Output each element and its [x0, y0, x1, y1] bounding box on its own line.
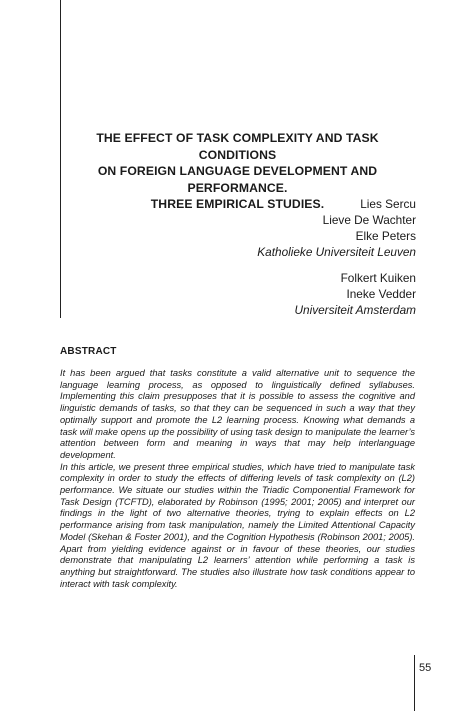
author-group-amsterdam — [295, 270, 417, 318]
author-affiliation: Katholieke Universiteit Leuven — [257, 245, 416, 259]
title-line-3: THREE EMPIRICAL STUDIES. — [150, 197, 325, 211]
author-name: Lieve De Wachter — [322, 213, 416, 227]
abstract-heading: ABSTRACT — [60, 346, 117, 357]
author-group-leuven — [257, 196, 416, 260]
author-name: Elke Peters — [355, 229, 416, 243]
author-affiliation: Universiteit Amsterdam — [294, 303, 416, 317]
author-name: Lies Sercu — [360, 197, 416, 211]
title-line-1: THE EFFECT OF TASK COMPLEXITY AND TASK CONDITIONS — [96, 131, 379, 162]
author-name: Folkert Kuiken — [340, 271, 416, 285]
title-line-2: ON FOREIGN LANGUAGE DEVELOPMENT AND PERFORMANCE. — [97, 164, 378, 195]
page-number-rule — [414, 655, 415, 711]
page-number: 55 — [419, 662, 432, 674]
abstract-body — [60, 368, 415, 590]
abstract-paragraph-1: It has been argued that tasks constitute a valid alternative unit to sequence the language learning process, as opposed to linguistically defined syllabuses. Implementing this claim presupposes that it is possible to assess the cognitive and linguistic demands of tasks, so that they can be sequenced in such a way that they optimally support and promote the L2 learning process. Knowing what demands a task will make opens up the possibility of using task design to manipulate the learner’s attention between form and meaning in ways that may help interlanguage development. — [60, 368, 415, 460]
author-name: Ineke Vedder — [346, 287, 416, 301]
abstract-paragraph-2: In this article, we present three empirical studies, which have tried to manipulate task complexity in order to study the effects of differing levels of task complexity on (L2) performance. We situate our studies within the Triadic Componential Framework for Task Design (TCFTD), elaborated by Robinson (1995; 2001; 2005) and interpret our findings in the light of two alternative theories, trying to explain effects on L2 performance arising from task manipulation, namely the Limited Attentional Capacity Model (Skehan & Foster 2001), and the Cognition Hypothesis (Robinson 2001; 2005). Apart from yielding evidence against or in favour of these theories, our studies demonstrate that manipulating L2 learners’ attention while performing a task is anything but straightforward. The studies also illustrate how task conditions appear to interact with task complexity. — [60, 461, 415, 589]
